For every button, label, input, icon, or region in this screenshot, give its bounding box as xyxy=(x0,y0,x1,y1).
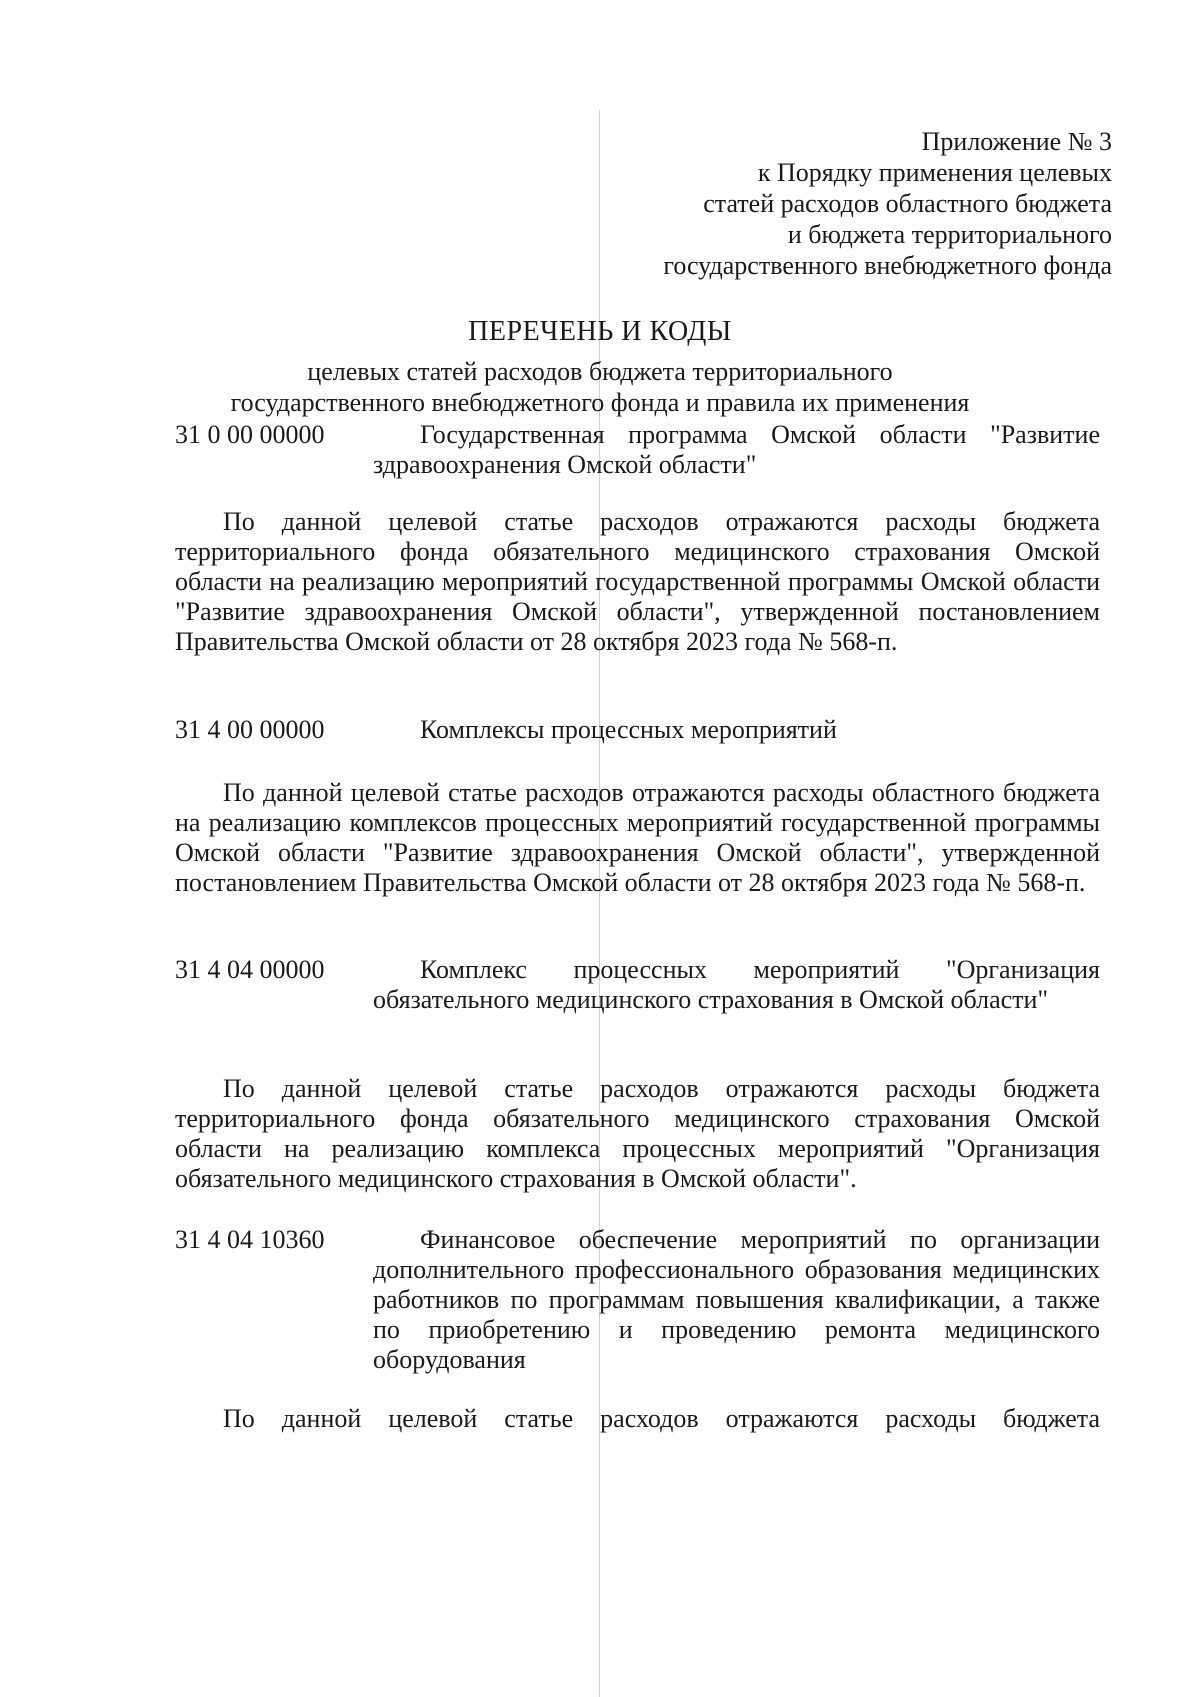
entry-description: По данной целевой статье расходов отражаются расходы областного бюджета на реализацию комплексов процессных мероприятий государственной программы Омской области "Развитие здравоохранения Омской области", утвержденной постановлением Правительства Омской области от 28 октября 2023 года № 568-п. xyxy=(175,778,1100,897)
entry-name: Финансовое обеспечение мероприятий по организации дополнительного профессионального образования медицинских работников по программам повышения квалификации, а также по приобретению и проведению ремонта медицинского оборудования xyxy=(373,1225,1100,1374)
entry-code: 31 4 00 00000 xyxy=(175,715,325,744)
entry-name: Государственная программа Омской области "Развитие здравоохранения Омской области" xyxy=(373,420,1100,479)
appendix-ref-line: государственного внебюджетного фонда xyxy=(663,251,1112,280)
title-subtitle: целевых статей расходов бюджета территориального xyxy=(307,357,893,386)
appendix-header xyxy=(552,127,1112,282)
appendix-ref-line: статей расходов областного бюджета xyxy=(703,189,1112,218)
appendix-number: Приложение № 3 xyxy=(921,127,1112,156)
appendix-ref-line: и бюджета территориального xyxy=(787,220,1112,249)
entry-code: 31 4 04 10360 xyxy=(175,1225,325,1254)
entry-description: По данной целевой статье расходов отражаются расходы бюджета xyxy=(223,1404,1100,1433)
appendix-ref-line: к Порядку применения целевых xyxy=(757,158,1112,187)
title-subtitle: государственного внебюджетного фонда и правила их применения xyxy=(230,388,970,417)
entry-code: 31 4 04 00000 xyxy=(175,955,325,984)
title-heading: ПЕРЕЧЕНЬ И КОДЫ xyxy=(468,316,732,347)
entry-name: Комплекс процессных мероприятий "Организация обязательного медицинского страхования в Омской области" xyxy=(373,955,1100,1014)
entry-code: 31 0 00 00000 xyxy=(175,420,325,449)
entry-description: По данной целевой статье расходов отражаются расходы бюджета территориального фонда обязательного медицинского страхования Омской области на реализацию мероприятий государственной программы Омской области "Развитие здравоохранения Омской области", утвержденной постановлением Правительства Омской области от 28 октября 2023 года № 568-п. xyxy=(175,507,1100,656)
entry-description: По данной целевой статье расходов отражаются расходы бюджета территориального фонда обязательного медицинского страхования Омской области на реализацию комплекса процессных мероприятий "Организация обязательного медицинского страхования в Омской области". xyxy=(175,1074,1100,1193)
entry-name: Комплексы процессных мероприятий xyxy=(420,715,837,744)
document-title xyxy=(140,317,1060,419)
